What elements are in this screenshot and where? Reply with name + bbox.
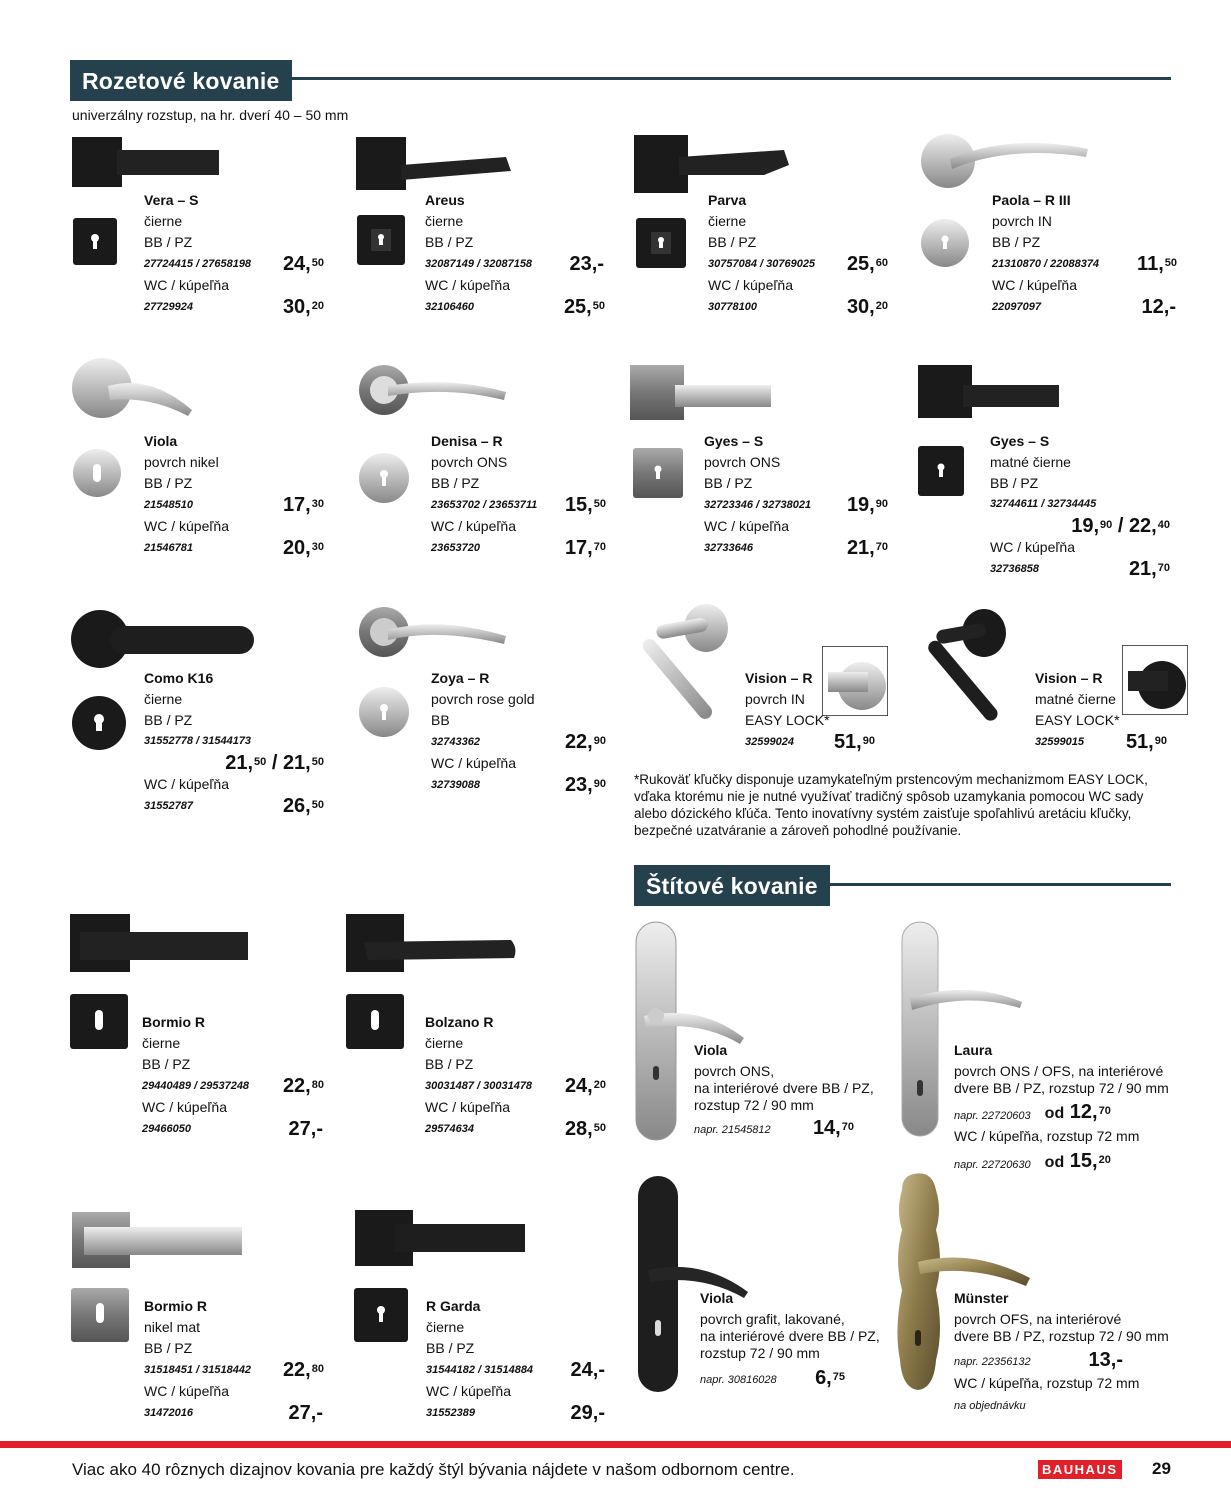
product-name: Como K16	[144, 670, 214, 686]
handle-gyes-black-image	[918, 365, 1063, 420]
handle-bolzano-image	[346, 914, 522, 976]
product-color: matné čierne	[990, 454, 1071, 470]
product-color: nikel mat	[144, 1319, 201, 1335]
product-color: povrch ONS	[431, 454, 508, 470]
handle-paola-image	[920, 133, 1092, 191]
product-code: 32087149 / 32087158	[425, 258, 533, 270]
product-price: 24,-	[570, 1359, 605, 1381]
wc-price: 20,30	[282, 537, 324, 559]
section-title-shield: Štítové kovanie	[634, 865, 830, 906]
product-code: 29440489 / 29537248	[142, 1080, 250, 1092]
section-divider	[279, 77, 1171, 80]
product-code: 27724415 / 27658198	[144, 258, 252, 270]
product-variant: BB / PZ	[425, 234, 474, 250]
product-name: Vision – R	[745, 670, 813, 686]
rosette-denisa-image	[358, 452, 410, 504]
product-price: 51,90	[833, 731, 875, 753]
product-price: 11,50	[1137, 253, 1177, 275]
rosette-garda-image	[354, 1288, 410, 1344]
wc-price: 30,20	[282, 296, 324, 318]
product-name: Vera – S	[144, 192, 199, 208]
wc-code: 32736858	[990, 563, 1039, 575]
product-code: 32599024	[745, 736, 794, 748]
product-color: čierne	[708, 213, 747, 229]
product-name: Viola	[144, 433, 178, 449]
wc-code: 27729924	[144, 301, 193, 313]
product-name: Laura	[954, 1042, 993, 1058]
footer-text: Viac ako 40 rôznych dizajnov kovania pre každý štýl bývania nájdete v našom odbornom centre.	[72, 1460, 795, 1479]
product-areus	[425, 190, 605, 318]
product-code: napr. 30816028	[700, 1374, 777, 1386]
product-color: čierne	[144, 691, 183, 707]
product-vision-black	[1035, 668, 1167, 753]
product-como	[144, 668, 324, 817]
product-name: Gyes – S	[990, 433, 1050, 449]
product-price: od 12,70	[1044, 1101, 1111, 1123]
handle-denisa-image	[358, 362, 510, 418]
wc-label: WC / kúpeľňa	[144, 776, 230, 792]
product-color: povrch IN	[992, 213, 1052, 229]
wc-label: WC / kúpeľňa	[704, 518, 790, 534]
product-variant: BB / PZ	[142, 1056, 191, 1072]
product-name: Parva	[708, 192, 747, 208]
wc-code: 32733646	[704, 542, 753, 554]
wc-code: 32739088	[431, 779, 480, 791]
handle-bormio-black-image	[70, 914, 252, 974]
section-subtitle: univerzálny rozstup, na hr. dverí 40 – 50 mm	[72, 107, 349, 123]
product-gyes-ons	[704, 431, 888, 559]
product-name: Zoya – R	[431, 670, 490, 686]
product-bormio-black	[142, 1012, 324, 1140]
wc-code: 29466050	[142, 1123, 191, 1135]
rosette-gyes-black-image	[918, 446, 966, 498]
rosette-vera-image	[73, 218, 119, 266]
rosette-bolzano-image	[346, 994, 406, 1050]
product-name: Bolzano R	[425, 1014, 494, 1030]
product-desc: na interiérové dvere BB / PZ,	[700, 1328, 880, 1344]
product-name: Bormio R	[144, 1298, 207, 1314]
wc-label: WC / kúpeľňa	[144, 1383, 230, 1399]
product-price: 15,50	[564, 494, 606, 516]
product-variant: BB / PZ	[992, 234, 1041, 250]
product-variant: BB / PZ	[144, 234, 193, 250]
wc-price: 26,50	[282, 795, 324, 817]
product-code: 32723346 / 32738021	[704, 499, 812, 511]
product-code: 31518451 / 31518442	[144, 1364, 252, 1376]
wc-price: 17,70	[564, 537, 606, 559]
rosette-bormio-nickel-image	[71, 1288, 131, 1344]
rosette-bormio-black-image	[70, 994, 130, 1050]
product-variant: BB / PZ	[425, 1056, 474, 1072]
product-price: 25,60	[846, 253, 888, 275]
product-name: Viola	[694, 1042, 728, 1058]
product-desc: povrch ONS,	[694, 1063, 775, 1079]
handle-bormio-nickel-image	[72, 1212, 246, 1270]
wc-code: 29574634	[425, 1123, 474, 1135]
wc-code: 32106460	[425, 301, 474, 313]
section-title-rosette: Rozetové kovanie	[70, 60, 292, 101]
wc-label: WC / kúpeľňa	[708, 277, 794, 293]
wc-label: WC / kúpeľňa	[144, 518, 230, 534]
wc-price: 21,70	[846, 537, 888, 559]
wc-label: WC / kúpeľňa	[992, 277, 1078, 293]
product-price: 22,80	[282, 1359, 324, 1381]
wc-price: 29,-	[570, 1402, 605, 1424]
product-price: 22,90	[564, 731, 606, 753]
product-variant: BB / PZ	[426, 1340, 475, 1356]
wc-label: WC / kúpeľňa, rozstup 72 mm	[954, 1375, 1140, 1391]
handle-areus-image	[356, 135, 516, 193]
product-code: 21548510	[144, 499, 193, 511]
product-name: Gyes – S	[704, 433, 764, 449]
wc-price: 28,50	[564, 1118, 606, 1140]
product-variant: BB / PZ	[144, 475, 193, 491]
product-price: 17,30	[282, 494, 324, 516]
wc-code: 31552787	[144, 800, 193, 812]
product-garda	[426, 1296, 606, 1424]
product-code: napr. 22356132	[954, 1356, 1031, 1368]
rosette-paola-image	[920, 218, 970, 268]
product-desc: povrch ONS / OFS, na interiérové	[954, 1063, 1164, 1079]
wc-price: 21,70	[1128, 558, 1170, 580]
footer-bar	[0, 1441, 1231, 1448]
product-code: 32744611 / 32734445	[990, 498, 1097, 510]
product-code: napr. 21545812	[694, 1124, 771, 1136]
product-variant: BB / PZ	[144, 712, 193, 728]
product-zoya	[431, 668, 606, 796]
product-price: 24,20	[564, 1075, 606, 1097]
handle-parva-image	[634, 135, 794, 195]
wc-label: WC / kúpeľňa	[425, 1099, 511, 1115]
page-number: 29	[1152, 1459, 1171, 1478]
handle-como-image	[70, 608, 256, 670]
product-desc: na interiérové dvere BB / PZ,	[694, 1080, 874, 1096]
product-variant: EASY LOCK*	[1035, 712, 1120, 728]
product-variant: BB / PZ	[990, 475, 1039, 491]
product-code: napr. 22720603	[954, 1110, 1031, 1122]
product-color: povrch IN	[745, 691, 805, 707]
product-color: čierne	[426, 1319, 465, 1335]
product-code: 32599015	[1035, 736, 1084, 748]
product-name: R Garda	[426, 1298, 481, 1314]
product-color: povrch nikel	[144, 454, 219, 470]
product-price: 24,50	[282, 253, 324, 275]
rosette-areus-image	[357, 215, 407, 267]
product-color: matné čierne	[1035, 691, 1116, 707]
product-color: čierne	[425, 213, 464, 229]
product-desc: rozstup 72 / 90 mm	[700, 1345, 820, 1361]
product-price: 21,50 / 21,50	[225, 752, 324, 774]
handle-vera-image	[72, 135, 222, 190]
handle-vision-steel-image	[628, 600, 738, 734]
product-price: 13,-	[1088, 1349, 1123, 1371]
wc-code: 22097097	[992, 301, 1041, 313]
product-vera	[144, 190, 324, 318]
product-color: čierne	[142, 1035, 181, 1051]
product-viola	[144, 431, 324, 559]
rosette-zoya-image	[358, 686, 410, 738]
product-variant: BB	[431, 712, 450, 728]
wc-label: WC / kúpeľňa	[426, 1383, 512, 1399]
product-price: 6,75	[815, 1367, 845, 1389]
easy-lock-note: *Rukoväť kľučky disponuje uzamykateľným prstencovým mechanizmom EASY LOCK, vďaka ktorému nie je nutné využívať tradičný spôsob uzamykania pomocou WC sady alebo dózického kľúča. Tento inovatívny systém zaisťuje spoľahlivú aretáciu kľučky, bezpečné uzatváranie a zároveň pohodlné používanie.	[634, 772, 1148, 838]
product-name: Münster	[954, 1290, 1009, 1306]
product-price: 19,90	[846, 494, 888, 516]
product-desc: rozstup 72 / 90 mm	[694, 1097, 814, 1113]
product-variant: EASY LOCK*	[745, 712, 830, 728]
product-variant: BB / PZ	[431, 475, 480, 491]
product-paola	[992, 190, 1177, 318]
wc-price: 30,20	[846, 296, 888, 318]
product-price: 19,90 / 22,40	[1071, 515, 1170, 537]
product-desc: dvere BB / PZ, rozstup 72 / 90 mm	[954, 1080, 1169, 1096]
product-color: povrch ONS	[704, 454, 781, 470]
wc-price: 12,-	[1141, 296, 1176, 318]
wc-code: 23653720	[431, 542, 480, 554]
product-denisa	[431, 431, 606, 559]
rosette-parva-image	[636, 218, 688, 270]
handle-garda-image	[355, 1210, 527, 1268]
product-code: 23653702 / 23653711	[431, 499, 538, 511]
product-desc: povrch OFS, na interiérové	[954, 1311, 1122, 1327]
product-parva	[708, 190, 888, 318]
wc-code: 31552389	[426, 1407, 475, 1419]
product-code: 30757084 / 30769025	[708, 258, 816, 270]
product-desc: dvere BB / PZ, rozstup 72 / 90 mm	[954, 1328, 1169, 1344]
product-vision-steel	[745, 668, 875, 753]
wc-price: 25,50	[563, 296, 605, 318]
product-color: čierne	[144, 213, 183, 229]
product-color: čierne	[425, 1035, 464, 1051]
wc-price: 27,-	[288, 1118, 323, 1140]
wc-price: 23,90	[564, 774, 606, 796]
section-divider	[818, 883, 1171, 886]
wc-label: WC / kúpeľňa	[142, 1099, 228, 1115]
product-price: 23,-	[569, 253, 604, 275]
product-desc: povrch grafit, lakované,	[700, 1311, 845, 1327]
handle-zoya-image	[358, 604, 510, 660]
wc-price: 27,-	[288, 1402, 323, 1424]
wc-label: WC / kúpeľňa	[144, 277, 230, 293]
product-color: povrch rose gold	[431, 691, 535, 707]
product-variant: BB / PZ	[704, 475, 753, 491]
wc-code: 21546781	[144, 542, 193, 554]
product-code: 30031487 / 30031478	[425, 1080, 533, 1092]
handle-viola-image	[70, 354, 198, 424]
product-code: 31552778 / 31544173	[144, 735, 252, 747]
product-name: Denisa – R	[431, 433, 503, 449]
order-note: na objednávku	[954, 1400, 1026, 1412]
wc-label: WC / kúpeľňa	[431, 518, 517, 534]
product-name: Viola	[700, 1290, 734, 1306]
rosette-como-image	[71, 695, 127, 751]
product-name: Paola – R III	[992, 192, 1071, 208]
shield-product-viola-graphite	[700, 1290, 880, 1389]
product-gyes-black	[990, 431, 1170, 580]
product-bormio-nickel	[144, 1296, 324, 1424]
rosette-viola-image	[72, 448, 122, 498]
product-code: 32743362	[431, 736, 480, 748]
wc-code: napr. 22720630	[954, 1159, 1031, 1171]
handle-gyes-nickel-image	[630, 365, 775, 421]
product-price: 51,90	[1125, 731, 1167, 753]
product-variant: BB / PZ	[708, 234, 757, 250]
product-name: Vision – R	[1035, 670, 1103, 686]
wc-code: 30778100	[708, 301, 757, 313]
wc-label: WC / kúpeľňa	[990, 539, 1076, 555]
shield-product-laura	[954, 1042, 1174, 1174]
product-name: Areus	[425, 192, 465, 208]
wc-label: WC / kúpeľňa	[431, 755, 517, 771]
product-code: 31544182 / 31514884	[426, 1364, 534, 1376]
bauhaus-logo: BAUHAUS	[1038, 1460, 1122, 1479]
wc-code: 31472016	[144, 1407, 193, 1419]
product-variant: BB / PZ	[144, 1340, 193, 1356]
product-name: Bormio R	[142, 1014, 205, 1030]
wc-label: WC / kúpeľňa	[425, 277, 511, 293]
product-bolzano	[425, 1012, 606, 1140]
handle-vision-black-image	[918, 605, 1018, 737]
shield-product-munster	[954, 1290, 1174, 1415]
wc-label: WC / kúpeľňa, rozstup 72 mm	[954, 1128, 1140, 1144]
rosette-gyes-nickel-image	[633, 448, 685, 500]
product-price: 14,70	[812, 1117, 854, 1139]
shield-product-viola	[694, 1042, 874, 1139]
wc-price: od 15,20	[1044, 1150, 1111, 1172]
product-code: 21310870 / 22088374	[992, 258, 1100, 270]
product-price: 22,80	[282, 1075, 324, 1097]
